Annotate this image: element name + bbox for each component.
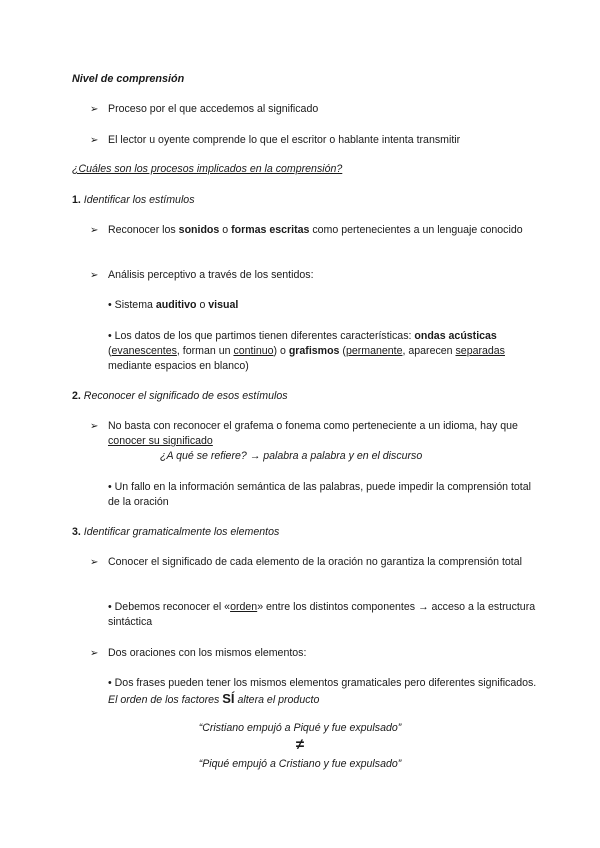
arrow-bullet-icon: ➢: [90, 648, 99, 659]
section-2-example: ¿A qué se refiere? → palabra a palabra y en el discurso: [160, 450, 423, 462]
example-sentence-1: “Cristiano empujó a Piqué y fue expulsado”: [198, 722, 402, 734]
section-3-bullet-2: Dos oraciones con los mismos elementos:: [108, 647, 307, 659]
example-sentence-2: “Piqué empujó a Cristiano y fue expulsado”: [198, 758, 402, 770]
intro-bullet-2: El lector u oyente comprende lo que el escritor o hablante intenta transmitir: [108, 134, 461, 146]
section-1-bullet-1: Reconocer los sonidos o formas escritas como pertenecientes a un lenguaje conocido: [108, 224, 523, 236]
arrow-bullet-icon: ➢: [90, 557, 99, 568]
section-2-bullet-1: No basta con reconocer el grafema o fonema como perteneciente a un idioma, hay que conocer su significado: [108, 420, 518, 447]
section-2-heading: 2. Reconocer el significado de esos estímulos: [72, 390, 288, 402]
page-title: Nivel de comprensión: [72, 73, 185, 85]
section-1-sub-2: • Los datos de los que partimos tienen diferentes características: ondas acústicas (evanescentes, forman un continuo) o grafismos (permanente, aparecen separadas mediante espacios en blanco): [108, 330, 505, 372]
arrow-bullet-icon: ➢: [90, 104, 99, 115]
section-3-sub-2: • Dos frases pueden tener los mismos elementos gramaticales pero diferentes significados. El orden de los factores SÍ altera el producto: [108, 677, 537, 706]
section-3-heading: 3. Identificar gramaticalmente los elementos: [72, 526, 280, 538]
arrow-bullet-icon: ➢: [90, 270, 99, 281]
arrow-bullet-icon: ➢: [90, 135, 99, 146]
section-3-bullet-1: Conocer el significado de cada elemento de la oración no garantiza la comprensión total: [108, 556, 522, 568]
question-heading: ¿Cuáles son los procesos implicados en la comprensión?: [72, 163, 343, 175]
intro-bullet-1: Proceso por el que accedemos al significado: [108, 103, 319, 115]
section-3-sub-1: • Debemos reconocer el «orden» entre los distintos componentes → acceso a la estructura sintáctica: [108, 601, 536, 628]
section-1-sub-1: • Sistema auditivo o visual: [108, 299, 239, 311]
arrow-bullet-icon: ➢: [90, 225, 99, 236]
not-equal-icon: ≠: [295, 736, 305, 753]
section-1-bullet-2: Análisis perceptivo a través de los sentidos:: [108, 269, 314, 281]
section-2-sub-1: • Un fallo en la información semántica de las palabras, puede impedir la comprensión total de la oración: [108, 481, 531, 508]
arrow-bullet-icon: ➢: [90, 421, 99, 432]
section-1-heading: 1. Identificar los estímulos: [72, 194, 195, 206]
